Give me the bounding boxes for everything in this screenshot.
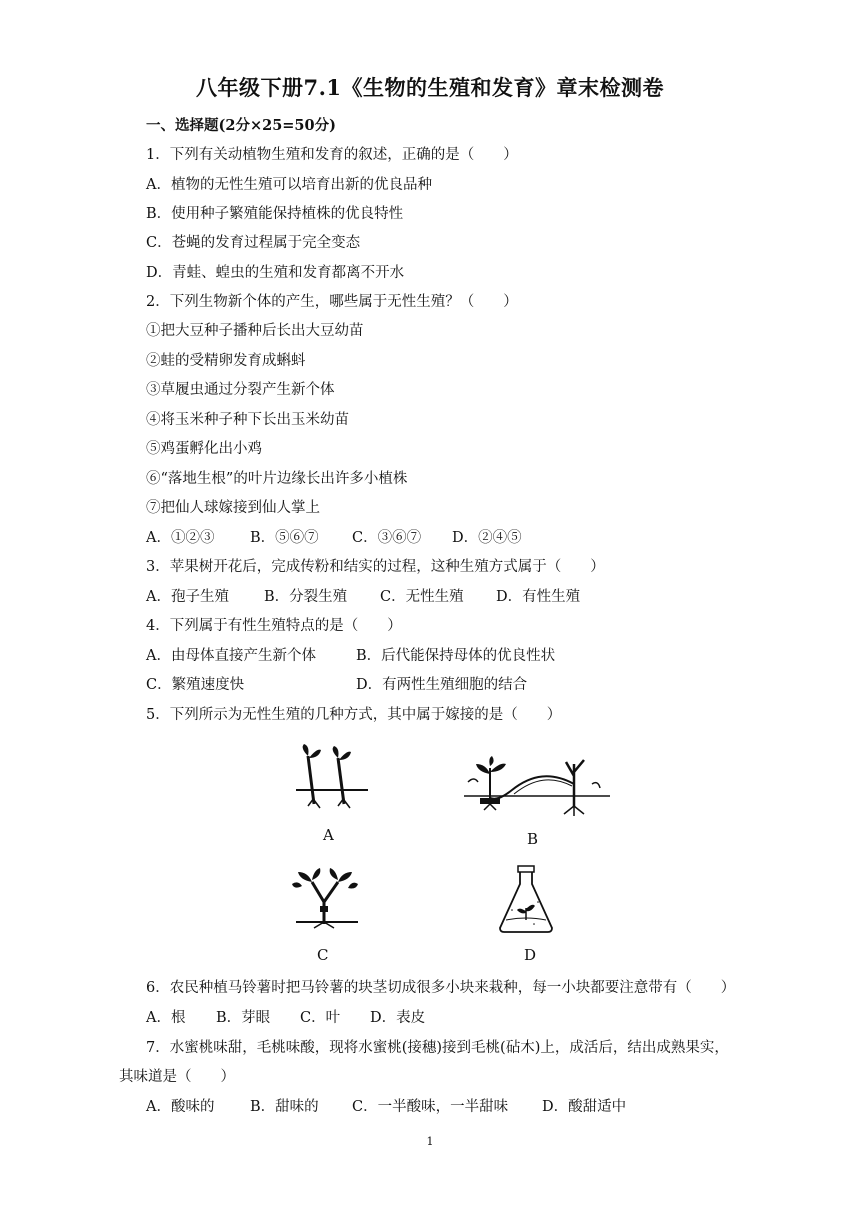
question-4-option-d: D．有两性生殖细胞的结合	[356, 677, 528, 693]
question-7-option-a: A．酸味的	[146, 1099, 215, 1115]
figure-a-label: A	[323, 826, 334, 844]
question-3-options	[146, 588, 580, 606]
question-4-option-b: B．后代能保持母体的优良性状	[356, 648, 556, 664]
question-7-stem-line1: 7．水蜜桃味甜，毛桃味酸，现将水蜜桃(接穗)接到毛桃(砧木)上，成活后，结出成熟果实，	[146, 1040, 729, 1056]
question-2-item-2: ②蛙的受精卵发育成蝌蚪	[146, 353, 306, 369]
question-2-item-7: ⑦把仙人球嫁接到仙人掌上	[146, 500, 320, 516]
question-2-item-4: ④将玉米种子种下长出玉米幼苗	[146, 412, 349, 428]
question-7-options	[146, 1098, 626, 1116]
question-2-option-a: A．①②③	[146, 530, 215, 546]
figure-b-layering	[462, 754, 612, 820]
question-7-option-d: D．酸甜适中	[542, 1099, 627, 1115]
figure-d-tissue-culture	[494, 862, 558, 934]
question-2-option-b: B．⑤⑥⑦	[250, 530, 319, 546]
question-6-option-b: B．芽眼	[216, 1010, 271, 1026]
question-3-option-d: D．有性生殖	[496, 589, 581, 605]
question-3-option-a: A．孢子生殖	[146, 589, 229, 605]
figure-c-label: C	[317, 946, 329, 964]
figure-b-label: B	[527, 830, 539, 848]
question-7-option-b: B．甜味的	[250, 1099, 319, 1115]
question-3-option-c: C．无性生殖	[380, 589, 464, 605]
question-4-option-a: A．由母体直接产生新个体	[146, 648, 316, 664]
section-heading: 一、选择题(2分×25=50分)	[146, 117, 336, 134]
question-3-option-b: B．分裂生殖	[264, 589, 348, 605]
question-1-option-a: A．植物的无性生殖可以培育出新的优良品种	[146, 177, 432, 193]
question-4-stem: 4．下列属于有性生殖特点的是（ ）	[146, 618, 402, 634]
figure-d-label: D	[524, 946, 537, 964]
question-2-options	[146, 529, 522, 547]
question-2-option-d: D．②④⑤	[452, 530, 522, 546]
question-6-option-a: A．根	[146, 1010, 186, 1026]
question-4-option-c: C．繁殖速度快	[146, 677, 245, 693]
question-2-item-1: ①把大豆种子播种后长出大豆幼苗	[146, 323, 364, 339]
question-6-option-d: D．表皮	[370, 1010, 426, 1026]
figure-c-grafting	[290, 866, 364, 930]
question-1-option-d: D．青蛙、蝗虫的生殖和发育都离不开水	[146, 265, 405, 281]
page-number: 1	[426, 1135, 434, 1148]
question-6-option-c: C．叶	[300, 1010, 341, 1026]
question-2-option-c: C．③⑥⑦	[352, 530, 422, 546]
question-2-item-6: ⑥“落地生根”的叶片边缘长出许多小植株	[146, 471, 408, 487]
question-2-item-3: ③草履虫通过分裂产生新个体	[146, 382, 335, 398]
question-5-stem: 5．下列所示为无性生殖的几种方式，其中属于嫁接的是（ ）	[146, 707, 562, 723]
question-1-stem: 1．下列有关动植物生殖和发育的叙述，正确的是（ ）	[146, 147, 518, 163]
question-2-stem: 2．下列生物新个体的产生，哪些属于无性生殖？（ ）	[146, 294, 518, 310]
figure-a-cutting	[292, 742, 372, 814]
question-2-item-5: ⑤鸡蛋孵化出小鸡	[146, 441, 262, 457]
question-4-options-row1	[146, 647, 555, 665]
question-3-stem: 3．苹果树开花后，完成传粉和结实的过程，这种生殖方式属于（ ）	[146, 559, 605, 575]
question-6-options	[146, 1009, 425, 1027]
question-1-option-c: C．苍蝇的发育过程属于完全变态	[146, 235, 361, 251]
question-7-option-c: C．一半酸味，一半甜味	[352, 1099, 509, 1115]
question-1-option-b: B．使用种子繁殖能保持植株的优良特性	[146, 206, 404, 222]
question-7-stem-line2: 其味道是（ ）	[119, 1069, 235, 1085]
page-title: 八年级下册7.1《生物的生殖和发育》章末检测卷	[195, 75, 665, 100]
question-4-options-row2	[146, 676, 527, 694]
question-6-stem: 6．农民种植马铃薯时把马铃薯的块茎切成很多小块来栽种，每一小块都要注意带有（ ）	[146, 980, 736, 996]
